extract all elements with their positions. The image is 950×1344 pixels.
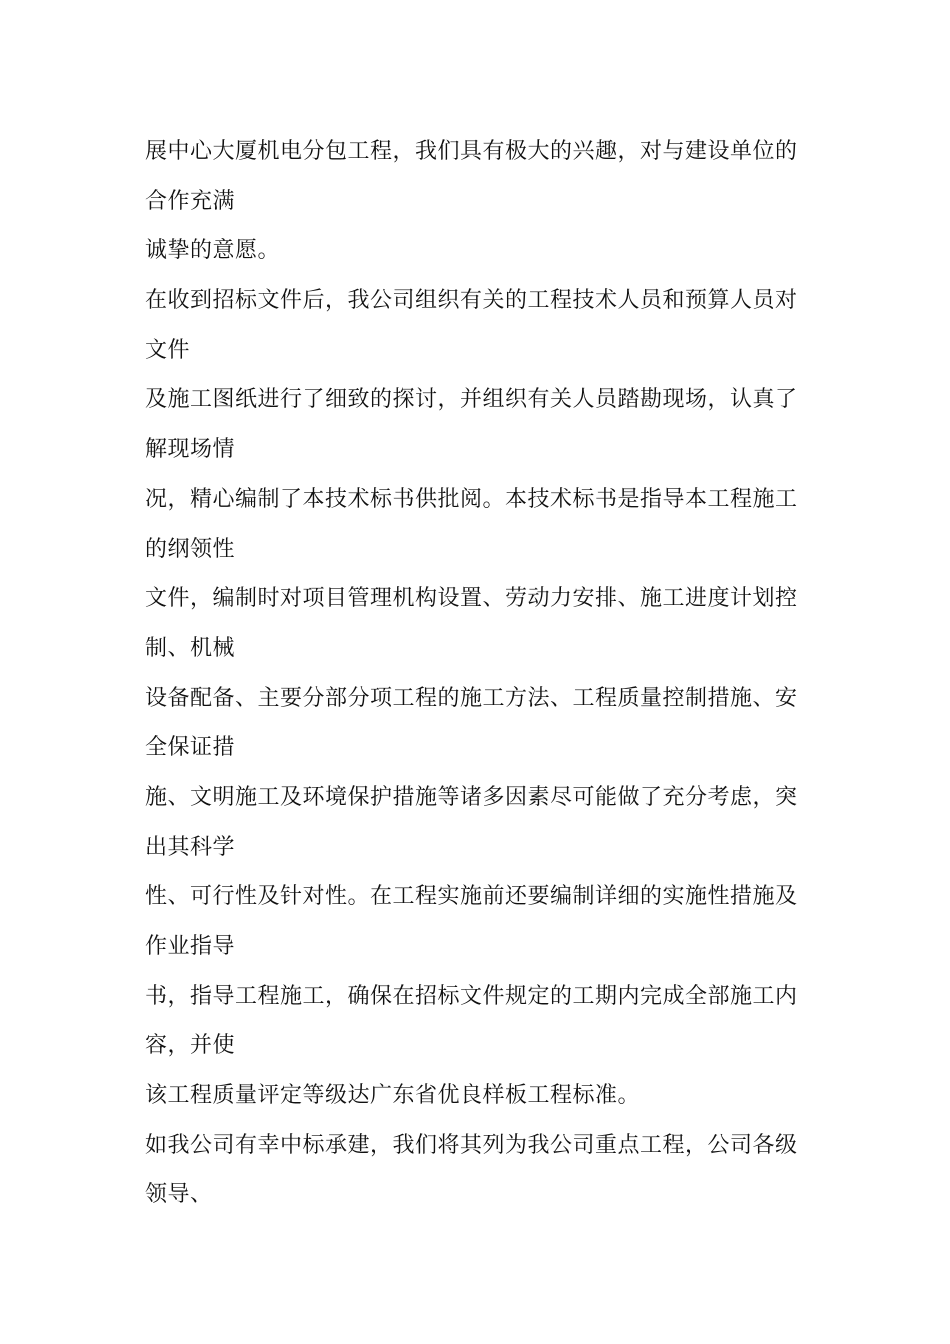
text-line: 解现场情 <box>145 437 236 463</box>
text-line: 出其科学 <box>145 834 236 860</box>
text-line: 文件 <box>145 337 191 363</box>
text-line: 领导、 <box>145 1182 213 1208</box>
text-line: 书，指导工程施工，确保在招标文件规定的工期内完成全部施工内 <box>145 983 798 1009</box>
text-line: 该工程质量评定等级达广东省优良样板工程标准。 <box>145 1083 641 1109</box>
text-line: 况，精心编制了本技术标书供批阅。本技术标书是指导本工程施工 <box>145 486 798 512</box>
text-line: 诚挚的意愿。 <box>145 238 281 264</box>
text-line: 如我公司有幸中标承建，我们将其列为我公司重点工程，公司各级 <box>145 1132 798 1158</box>
text-line: 及施工图纸进行了细致的探讨，并组织有关人员踏勘现场，认真了 <box>145 387 798 413</box>
text-line: 的纲领性 <box>145 536 236 562</box>
text-line: 施、文明施工及环境保护措施等诸多因素尽可能做了充分考虑，突 <box>145 784 798 810</box>
text-line: 展中心大厦机电分包工程，我们具有极大的兴趣，对与建设单位的 <box>145 139 798 164</box>
text-line: 性、可行性及针对性。在工程实施前还要编制详细的实施性措施及 <box>145 884 798 910</box>
text-line: 设备配备、主要分部分项工程的施工方法、工程质量控制措施、安 <box>145 685 798 711</box>
text-line: 在收到招标文件后，我公司组织有关的工程技术人员和预算人员对 <box>145 288 798 314</box>
text-line: 全保证措 <box>145 735 236 761</box>
text-line: 制、机械 <box>145 635 236 661</box>
text-line: 文件，编制时对项目管理机构设置、劳动力安排、施工进度计划控 <box>145 586 798 612</box>
text-line: 作业指导 <box>145 934 236 959</box>
text-line: 容，并使 <box>145 1033 236 1059</box>
document-body <box>145 127 805 1220</box>
text-line: 合作充满 <box>145 188 236 214</box>
